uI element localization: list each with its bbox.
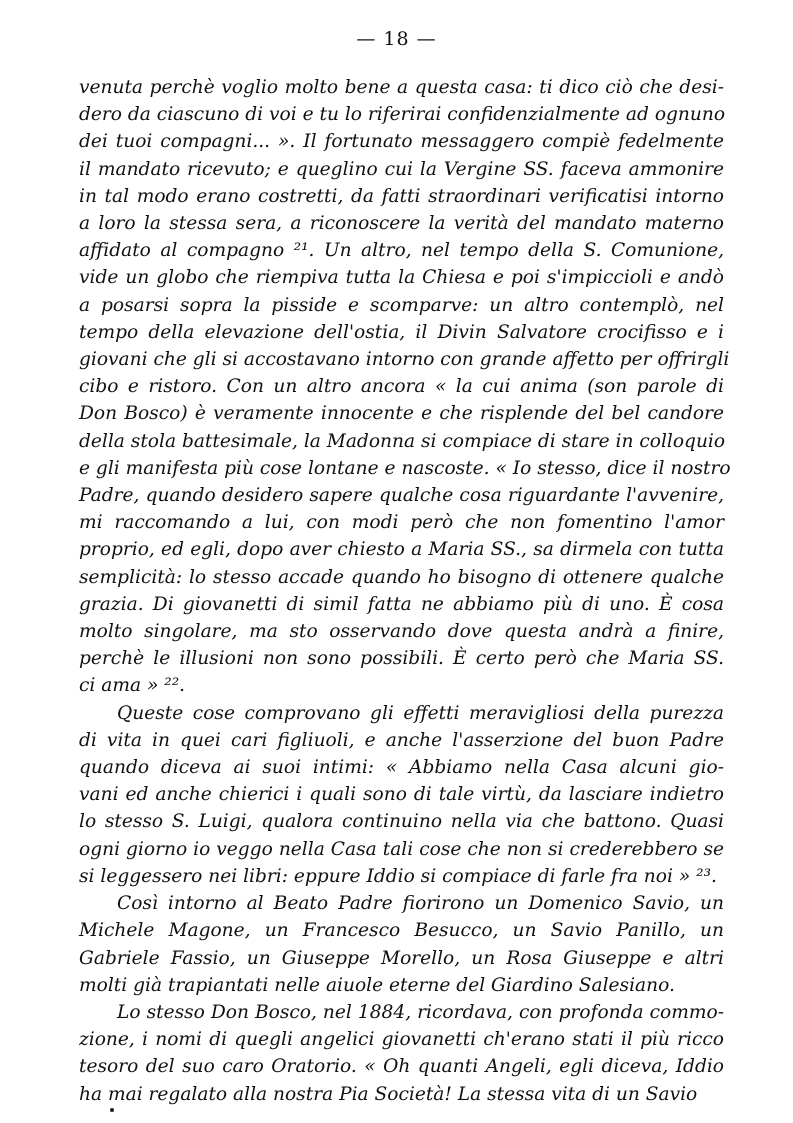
text-line: Lo stesso Don Bosco, nel 1884, ricordava, con profonda commo-: [117, 1001, 724, 1023]
text-line: di vita in quei cari figliuoli, e anche l'asserzione del buon Padre: [79, 729, 724, 751]
paragraph: [79, 890, 724, 999]
text-line: il mandato ricevuto; e queglino cui la Vergine SS. faceva ammonire: [79, 158, 724, 180]
text-line: in tal modo erano costretti, da fatti straordinari verificatisi intorno: [79, 185, 724, 207]
text-line: Don Bosco) è veramente innocente e che risplende del bel candore: [79, 403, 724, 425]
text-line: della stola battesimale, la Madonna si compiace di stare in colloquio: [79, 430, 726, 452]
page-number: — 18 —: [356, 28, 437, 50]
text-line: a loro la stessa sera, a riconoscere la verità del mandato materno: [79, 213, 724, 235]
text-line: giovani che gli si accostavano intorno con grande affetto per offrirgli: [79, 349, 730, 371]
text-line: vani ed anche chierici i quali sono di tale virtù, da lasciare indietro: [79, 784, 724, 806]
text-line: semplicità: lo stesso accade quando ho bisogno di ottenere qualche: [79, 566, 724, 588]
text-line: si leggessero nei libri: eppure Iddio si compiace di farle fra noi » ²³.: [79, 865, 717, 887]
text-line: a posarsi sopra la pisside e scomparve: un altro contemplò, nel: [79, 294, 724, 316]
text-line: mi raccomando a lui, con modi però che non fomentino l'amor: [79, 512, 724, 534]
text-line: e gli manifesta più cose lontane e nascoste. « Io stesso, dice il nostro: [79, 457, 731, 479]
text-line: Queste cose comprovano gli effetti meravigliosi della purezza: [117, 702, 724, 724]
body-text: [79, 74, 731, 1108]
text-line: Michele Magone, un Francesco Besucco, un Savio Panillo, un: [79, 920, 724, 942]
text-line: cibo e ristoro. Con un altro ancora « la cui anima (son parole di: [79, 376, 724, 398]
text-line: proprio, ed egli, dopo aver chiesto a Maria SS., sa dirmela con tutta: [79, 539, 724, 561]
text-line: ogni giorno io veggo nella Casa tali cose che non si crederebbero se: [79, 838, 724, 860]
text-line: ha mai regalato alla nostra Pia Società! La stessa vita di un Savio: [79, 1083, 698, 1105]
paragraph: [79, 74, 731, 700]
text-line: dero da ciascuno di voi e tu lo riferirai confidenzialmente ad ognuno: [79, 104, 726, 126]
text-line: vide un globo che riempiva tutta la Chiesa e poi s'impiccioli e andò: [79, 267, 724, 289]
text-line: molto singolare, ma sto osservando dove questa andrà a finire,: [79, 621, 724, 643]
text-line: quando diceva ai suoi intimi: « Abbiamo nella Casa alcuni gio-: [79, 757, 724, 779]
text-line: Padre, quando desidero sapere qualche cosa riguardante l'avvenire,: [79, 485, 724, 507]
text-line: Così intorno al Beato Padre fiorirono un Domenico Savio, un: [117, 893, 724, 915]
text-line: dei tuoi compagni... ». Il fortunato messaggero compiè fedelmente: [79, 131, 724, 153]
text-line: lo stesso S. Luigi, qualora continuino nella via che battono. Quasi: [79, 811, 724, 833]
text-line: molti già trapiantati nelle aiuole eterne del Giardino Salesiano.: [79, 974, 675, 996]
text-line: tempo della elevazione dell'ostia, il Divin Salvatore crocifisso e i: [79, 321, 724, 343]
text-line: tesoro del suo caro Oratorio. « Oh quanti Angeli, egli diceva, Iddio: [79, 1056, 724, 1078]
text-line: Gabriele Fassio, un Giuseppe Morello, un Rosa Giuseppe e altri: [79, 947, 724, 969]
text-line: venuta perchè voglio molto bene a questa casa: ti dico ciò che desi-: [79, 77, 724, 98]
text-line: zione, i nomi di quegli angelici giovanetti ch'erano stati il più ricco: [79, 1029, 724, 1051]
text-line: perchè le illusioni non sono possibili. È certo però che Maria SS.: [79, 648, 724, 670]
paragraph: [79, 999, 724, 1108]
text-line: ci ama » ²².: [79, 675, 186, 697]
paragraph: [79, 700, 724, 890]
ink-speck: [110, 1108, 114, 1112]
text-line: affidato al compagno ²¹. Un altro, nel tempo della S. Comunione,: [79, 240, 724, 262]
text-line: grazia. Di giovanetti di simil fatta ne abbiamo più di uno. È cosa: [79, 593, 724, 615]
